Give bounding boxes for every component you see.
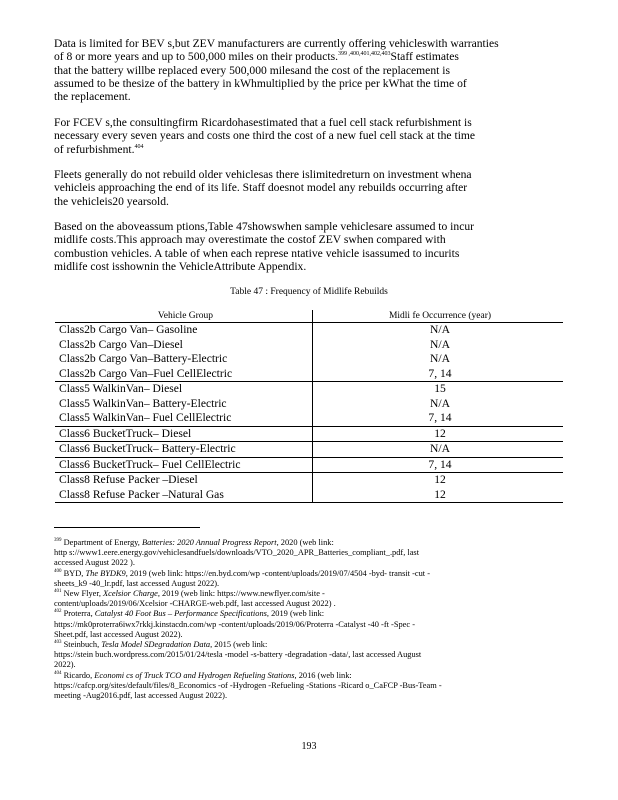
- vehicle-group-cell: Class2b Cargo Van–Battery-Electric: [55, 352, 313, 367]
- footnote-link[interactable]: sheets_k9 -40_lr.pdf, last accessed August 2022).: [54, 578, 220, 588]
- text-line-part: of 8 or more years and up to 500,000 miles on their products.: [54, 50, 338, 64]
- footnote-link[interactable]: http s://www1.eere.energy.gov/vehiclesandfuels/downloads/VTO_2020_APR_Batteries_compliant_.pdf, last: [54, 548, 420, 558]
- footnote-title: Tesla Model SDegradation Data: [101, 640, 211, 650]
- text-line: combustion vehicles. A table of when each represe ntative vehicle isassumed to incurits: [54, 246, 460, 260]
- footnote-link[interactable]: content/uploads/2019/06/Xcelsior -CHARGE-web.pdf, last accessed August 2022) .: [54, 599, 336, 609]
- footnote-number: 404: [54, 670, 62, 676]
- text-line: [54, 50, 564, 63]
- footnote-402: [54, 609, 568, 640]
- text-line: the vehicleis20 yearsold.: [54, 194, 169, 208]
- text-line: midlife cost isshownin the VehicleAttribute Appendix.: [54, 259, 307, 273]
- footnote-text: , 2015 (web link:: [210, 640, 268, 650]
- text-line: Data is limited for BEV s,but ZEV manufacturers are currently offering vehicleswith warranties: [54, 37, 499, 50]
- paragraph-fcev-refurbishment: [54, 116, 564, 156]
- occurrence-cell: 12: [313, 488, 564, 503]
- text-line: [54, 143, 564, 156]
- occurrence-cell: 15: [313, 382, 564, 397]
- occurrence-cell: N/A: [430, 396, 450, 410]
- footnote-link[interactable]: meeting -Aug2016.pdf, last accessed August 2022).: [54, 691, 228, 701]
- vehicle-group-cell: Class2b Cargo Van– Gasoline: [55, 323, 313, 338]
- footnote-text: , 2016 (web link:: [294, 670, 352, 680]
- vehicle-group-cell: Class8 Refuse Packer –Natural Gas: [55, 488, 313, 503]
- vehicle-group-cell: Class6 BucketTruck– Fuel CellElectric: [55, 457, 313, 473]
- footnote-text: accessed August 2022 ).: [54, 558, 135, 568]
- text-line: necessary every seven years and costs one third the cost of a new fuel cell stack at the time: [54, 129, 476, 143]
- text-line-part: of refurbishment.: [54, 142, 135, 156]
- footnote-author: Department of Energy,: [63, 538, 140, 547]
- paragraph-battery-warranties: [54, 37, 564, 103]
- vehicle-group-cell: Class5 WalkinVan– Battery-Electric: [55, 397, 313, 412]
- table-row: [55, 426, 563, 442]
- table-row: [55, 473, 563, 488]
- occurrence-cell: 7, 14: [313, 457, 564, 473]
- text-line: For FCEV s,the consultingfirm Ricardohasestimated that a fuel cell stack refurbishment is: [54, 116, 472, 129]
- footnote-number: 403: [54, 640, 62, 646]
- text-line: vehicleis approaching the end of its life. Staff doesnot model any rebuilds occurring after: [54, 181, 468, 195]
- footnote-author: Proterra,: [63, 609, 93, 619]
- text-line-part: Staff estimates: [390, 50, 459, 64]
- occurrence-cell: N/A: [313, 442, 564, 458]
- footnote-link[interactable]: https://stein buch.wordpress.com/2015/01/24/tesla -model -s-battery -degradation -data/, last accessed August: [54, 650, 422, 660]
- text-line: midlife costs.This approach may overestimate the costof ZEV swhen compared with: [54, 233, 446, 247]
- text-line: Based on the aboveassum ptions,Table 47showswhen sample vehiclesare assumed to incur: [54, 220, 475, 233]
- vehicle-group-cell: Class6 BucketTruck– Diesel: [55, 426, 313, 442]
- header-vehicle-group: Vehicle Group: [55, 310, 313, 323]
- footnote-link[interactable]: , 2019 (web link: https://en.byd.com/wp -content/uploads/2019/07/4504 -byd- transit -cut -: [125, 568, 430, 578]
- table-row: [55, 338, 563, 353]
- table-row: [55, 323, 563, 338]
- occurrence-cell: 12: [313, 426, 564, 442]
- footnote-number: 402: [54, 609, 62, 615]
- footnote-link[interactable]: https://mk0proterra6iwx7rkkj.kinstacdn.com/wp -content/uploads/2019/06/Proterra -Catalyst -40 -ft -Spec -: [54, 619, 415, 629]
- text-line: the replacement.: [54, 90, 131, 104]
- footnote-number: 399: [54, 538, 62, 544]
- table-caption: Table 47 : Frequency of Midlife Rebuilds: [230, 287, 388, 297]
- footnote-401: [54, 589, 568, 609]
- footnote-text: Sheet.pdf, last accessed August 2022).: [54, 629, 183, 639]
- table-row: [55, 488, 563, 503]
- footnote-403: [54, 640, 568, 671]
- footnote-title: Batteries: 2020 Annual Progress Report: [141, 538, 277, 547]
- footnotes: [54, 538, 568, 701]
- footnote-400: [54, 569, 568, 589]
- footnote-399: [54, 538, 568, 569]
- footnote-title: The BYDK9: [85, 568, 126, 578]
- vehicle-group-cell: Class8 Refuse Packer –Diesel: [55, 473, 313, 488]
- footnote-title: Economi cs of Truck TCO and Hydrogen Refueling Stations: [94, 670, 295, 680]
- footnote-text: , 2019 (web link:: [266, 609, 325, 619]
- vehicle-group-cell: Class6 BucketTruck– Battery-Electric: [55, 442, 313, 458]
- table-row: [55, 367, 563, 382]
- footnote-author: BYD,: [63, 568, 84, 578]
- text-line: Fleets generally do not rebuild older vehiclesas there islimitedreturn on investment whena: [54, 168, 472, 181]
- vehicle-group-cell: Class5 WalkinVan– Diesel: [55, 382, 313, 397]
- paragraph-midlife-assumptions: [54, 220, 564, 273]
- occurrence-cell: N/A: [430, 337, 450, 351]
- footnote-title: Xcelsior Charge: [103, 589, 158, 599]
- footnote-author: New Flyer,: [63, 589, 101, 599]
- table-row: [55, 382, 563, 397]
- footnote-separator: [54, 527, 200, 528]
- midlife-rebuild-table: [55, 310, 563, 503]
- vehicle-group-cell: Class2b Cargo Van–Fuel CellElectric: [55, 367, 313, 382]
- table-row: [55, 352, 563, 367]
- table-row: [55, 411, 563, 426]
- paragraph-fleet-rebuilds: [54, 168, 564, 208]
- footnote-reference[interactable]: 399 ,400,401,402,403: [338, 51, 391, 58]
- footnote-link[interactable]: https://cafcp.org/sites/default/files/8_Economics -of -Hydrogen -Refueling -Stations -Ricard o_CaFCP -Bus-Team -: [54, 680, 442, 690]
- occurrence-cell: N/A: [430, 352, 450, 365]
- footnote-author: Ricardo,: [63, 670, 93, 680]
- footnote-reference[interactable]: 404: [134, 143, 144, 150]
- footnote-title: Catalyst 40 Foot Bus – Performance Specifications: [94, 609, 267, 619]
- occurrence-cell: 7, 14: [428, 366, 452, 380]
- text-line: that the battery willbe replaced every 500,000 milesand the cost of the replacement is: [54, 63, 450, 77]
- footnote-text: , 2020 (web link:: [276, 538, 334, 547]
- footnote-404: [54, 671, 568, 702]
- footnote-link[interactable]: , 2019 (web link: https://www.newflyer.com/site -: [157, 589, 325, 599]
- table-header-row: [55, 310, 563, 323]
- table-row: [55, 457, 563, 473]
- table-row: [55, 397, 563, 412]
- vehicle-group-cell: Class5 WalkinVan– Fuel CellElectric: [55, 411, 313, 426]
- table-row: [55, 442, 563, 458]
- footnote-text: 2022).: [54, 660, 76, 670]
- text-line: assumed to be thesize of the battery in kWhmultiplied by the price per kWhat the time of: [54, 76, 467, 90]
- occurrence-cell: N/A: [430, 323, 450, 336]
- footnote-number: 400: [54, 568, 62, 574]
- footnote-author: Steinbuch,: [63, 640, 100, 650]
- vehicle-group-cell: Class2b Cargo Van–Diesel: [55, 338, 313, 353]
- header-midlife-occurrence: Midli fe Occurrence (year): [313, 310, 564, 323]
- occurrence-cell: 7, 14: [428, 411, 452, 424]
- occurrence-cell: 12: [313, 473, 564, 488]
- footnote-number: 401: [54, 589, 62, 595]
- page-number: 193: [301, 741, 317, 752]
